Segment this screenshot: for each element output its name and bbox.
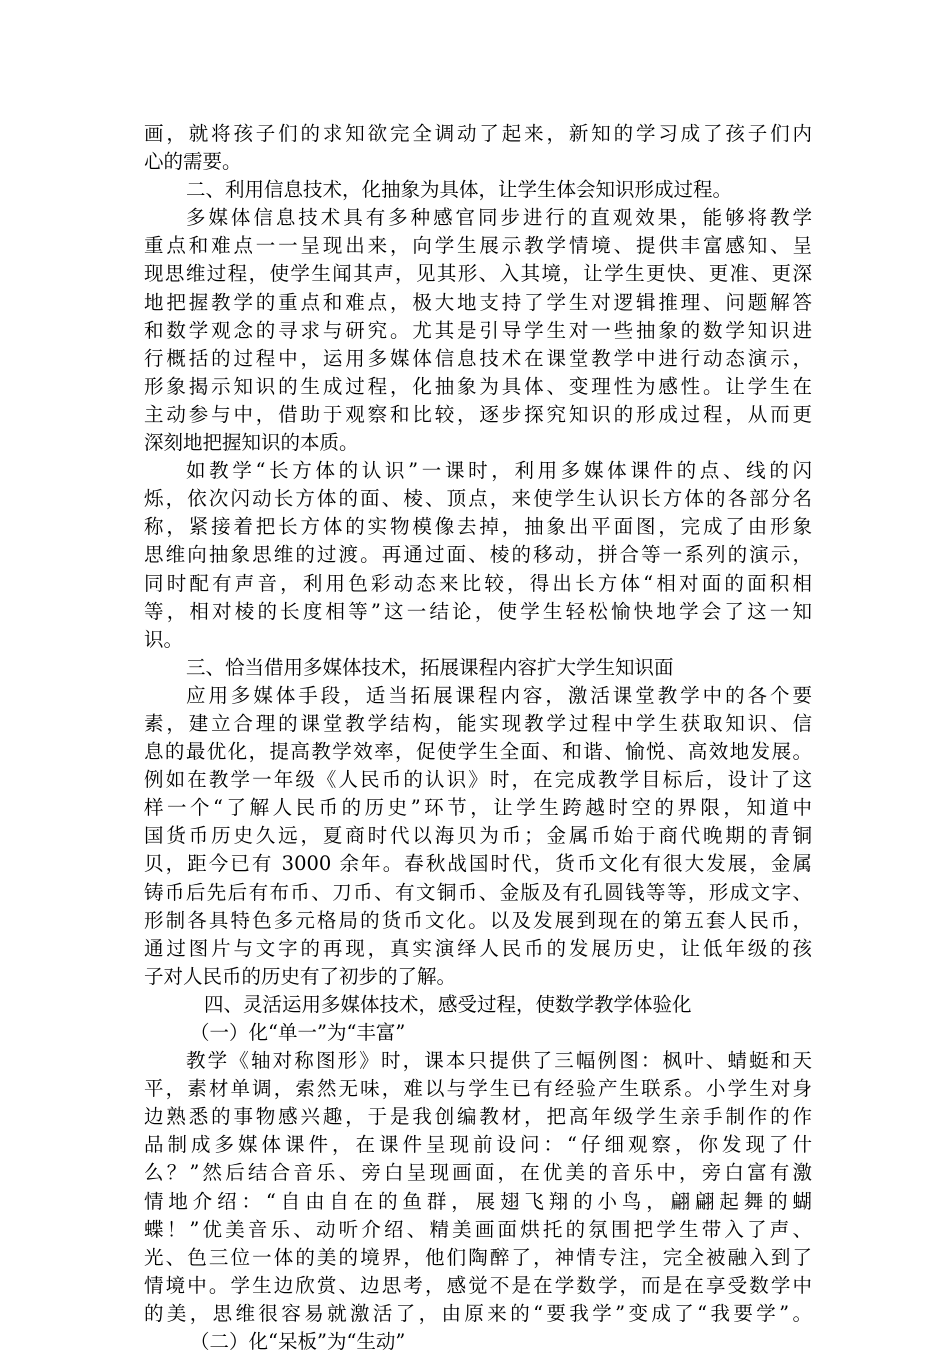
text-line: 形象揭示知识的生成过程，化抽象为具体、变理性为感性。让学生在	[144, 374, 812, 398]
text-line: 蝶！”优美音乐、动听介绍、精美画面烘托的氛围把学生带入了声、	[144, 1217, 812, 1241]
text-line: 二、利用信息技术，化抽象为具体，让学生体会知识形成过程。	[186, 178, 733, 202]
text-line: 么？”然后结合音乐、旁白呈现画面，在优美的音乐中，旁白富有激	[144, 1161, 812, 1185]
text-line: 四、灵活运用多媒体技术，感受过程，使数学教学体验化	[204, 992, 692, 1016]
text-line: 铸币后先后有布币、刀币、有文铜币、金版及有孔圆钱等等，形成文字、	[144, 880, 812, 904]
text-line: 情境中。学生边欣赏、边思考，感觉不是在学数学，而是在享受数学中	[144, 1273, 812, 1297]
text-line: 如教学“长方体的认识”一课时，利用多媒体课件的点、线的闪	[186, 459, 812, 483]
text-line: 深刻地把握知识的本质。	[144, 431, 359, 455]
text-line: 三、恰当借用多媒体技术，拓展课程内容扩大学生知识面	[186, 655, 674, 679]
text-line: 应用多媒体手段，适当拓展课程内容，激活课堂教学中的各个要	[186, 683, 812, 707]
text-line: 情地介绍：“自由自在的鱼群，展翅飞翔的小鸟，翩翩起舞的蝴	[144, 1189, 812, 1213]
text-line: 识。	[144, 627, 184, 651]
document-page	[144, 120, 812, 1356]
text-line: 样一个“了解人民币的历史”环节，让学生跨越时空的界限，知道中	[144, 796, 812, 820]
text-line: 画，就将孩子们的求知欲完全调动了起来，新知的学习成了孩子们内	[144, 122, 812, 145]
text-line: 通过图片与文字的再现，真实演绎人民币的发展历史，让低年级的孩	[144, 936, 812, 960]
text-line: 的美，思维很容易就激活了，由原来的“要我学”变成了“我要学”。	[144, 1301, 812, 1325]
text-line: 重点和难点一一呈现出来，向学生展示教学情境、提供丰富感知、呈	[144, 234, 812, 258]
text-line: 心的需要。	[144, 150, 242, 174]
text-line: 教学《轴对称图形》时，课本只提供了三幅例图：枫叶、蜻蜓和天	[186, 1049, 812, 1073]
text-line: 形制各具特色多元格局的货币文化。以及发展到现在的第五套人民币，	[144, 908, 812, 932]
text-line: 国货币历史久远，夏商时代以海贝为币；金属币始于商代晚期的青铜	[144, 824, 812, 848]
text-line: 和数学观念的寻求与研究。尤其是引导学生对一些抽象的数学知识进	[144, 318, 812, 342]
text-line: 烁，依次闪动长方体的面、棱、顶点，来使学生认识长方体的各部分名	[144, 487, 812, 511]
text-line: 思维向抽象思维的过渡。再通过面、棱的移动，拼合等一系列的演示，	[144, 543, 812, 567]
text-line: （二）化“呆板”为“生动”	[190, 1330, 406, 1354]
text-line: 现思维过程，使学生闻其声，见其形、入其境，让学生更快、更准、更深	[144, 262, 812, 286]
text-line: 品制成多媒体课件，在课件呈现前设问：“仔细观察，你发现了什	[144, 1133, 812, 1157]
text-line: 例如在教学一年级《人民币的认识》时，在完成教学目标后，设计了这	[144, 768, 812, 792]
text-line: 同时配有声音，利用色彩动态来比较，得出长方体“相对面的面积相	[144, 571, 812, 595]
text-line: 称，紧接着把长方体的实物模像去掉，抽象出平面图，完成了由形象	[144, 515, 812, 539]
text-line: 边熟悉的事物感兴趣，于是我创编教材，把高年级学生亲手制作的作	[144, 1105, 812, 1129]
text-line: 子对人民币的历史有了初步的了解。	[144, 964, 457, 988]
text-line: 等，相对棱的长度相等”这一结论，使学生轻松愉快地学会了这一知	[144, 599, 812, 623]
text-line: 多媒体信息技术具有多种感官同步进行的直观效果，能够将教学	[186, 206, 812, 230]
text-line: 光、色三位一体的美的境界，他们陶醉了，神情专注，完全被融入到了	[144, 1245, 812, 1269]
text-line: 主动参与中，借助于观察和比较，逐步探究知识的形成过程，从而更	[144, 402, 812, 426]
text-line: 地把握教学的重点和难点，极大地支持了学生对逻辑推理、问题解答	[144, 290, 812, 314]
text-line: 息的最优化，提高教学效率，促使学生全面、和谐、愉悦、高效地发展。	[144, 740, 812, 764]
text-line: （一）化“单一”为“丰富”	[190, 1021, 406, 1044]
text-line: 平，素材单调，索然无味，难以与学生已有经验产生联系。小学生对身	[144, 1077, 812, 1101]
text-line: 素，建立合理的课堂教学结构，能实现教学过程中学生获取知识、信	[144, 711, 812, 735]
text-line: 贝，距今已有 3000 余年。春秋战国时代，货币文化有很大发展，金属	[144, 852, 812, 876]
text-line: 行概括的过程中，运用多媒体信息技术在课堂教学中进行动态演示，	[144, 346, 812, 370]
